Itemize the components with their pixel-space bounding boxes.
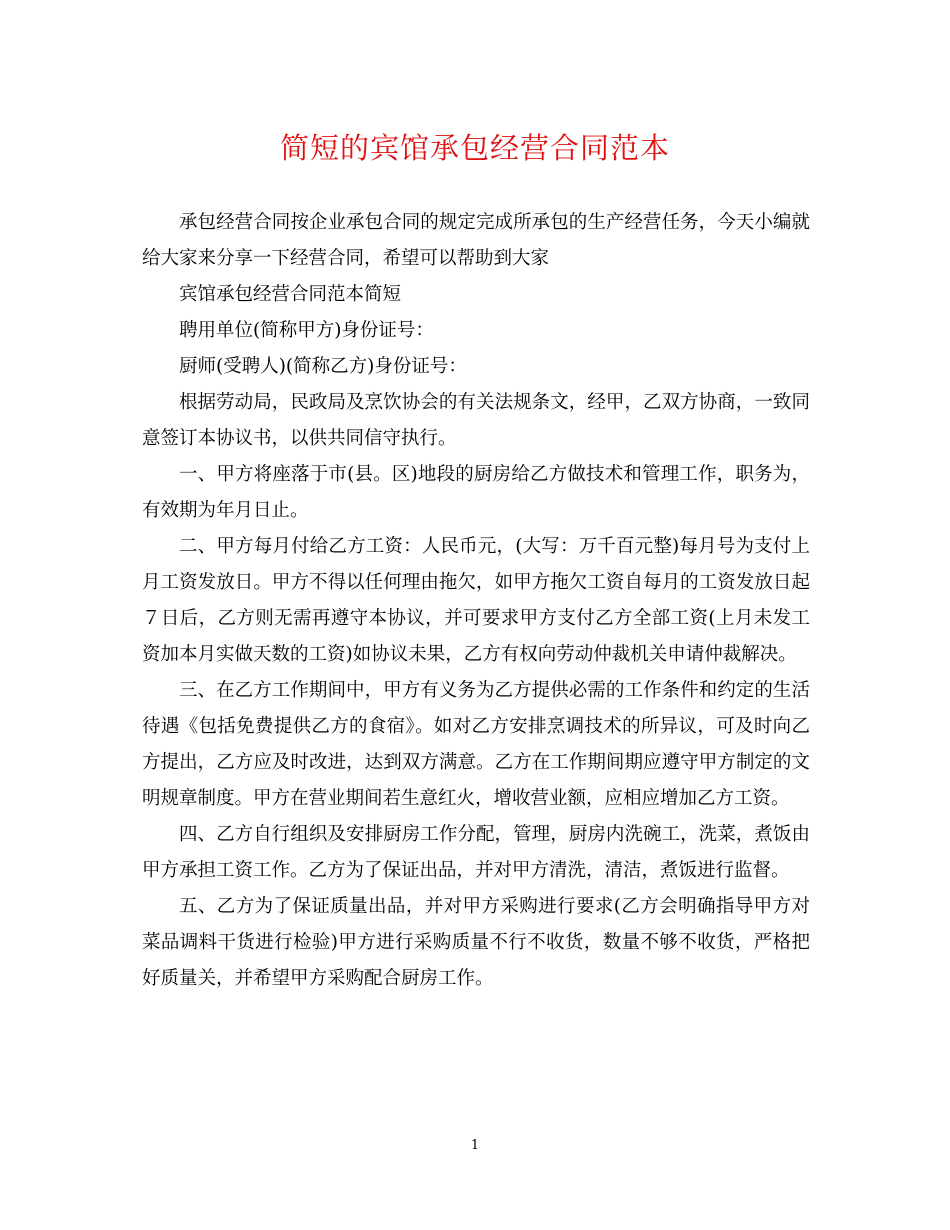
- paragraph-clause-5: 五、乙方为了保证质量出品，并对甲方采购进行要求(乙方会明确指导甲方对菜品调料干货进行检验)甲方进行采购质量不行不收货，数量不够不收货，严格把好质量关，并希望甲方采购配合厨房工作。: [142, 896, 810, 989]
- paragraph-clause-4: 四、乙方自行组织及安排厨房工作分配，管理，厨房内洗碗工，洗菜，煮饭由甲方承担工资工作。乙方为了保证出品，并对甲方清洗，清洁，煮饭进行监督。: [142, 824, 810, 881]
- paragraph-preamble: 根据劳动局，民政局及烹饮协会的有关法规条文，经甲，乙双方协商，一致同意签订本协议书，以供共同信守执行。: [142, 392, 810, 449]
- page-number: 1: [470, 1138, 480, 1153]
- document-body: [142, 205, 810, 997]
- paragraph-chef-id: 厨师(受聘人)(简称乙方)身份证号：: [179, 356, 467, 377]
- paragraph-employer-id: 聘用单位(简称甲方)身份证号：: [179, 320, 434, 341]
- paragraph-clause-2: 二、甲方每月付给乙方工资：人民币元，(大写：万千百元整)每月号为支付上月工资发放日。甲方不得以任何理由拖欠，如甲方拖欠工资自每月的工资发放日起７日后，乙方则无需再遵守本协议，并可要求甲方支付乙方全部工资(上月未发工资加本月实做天数的工资)如协议未果，乙方有权向劳动仲裁机关申请仲裁解决。: [142, 536, 810, 665]
- paragraph-clause-1: 一、甲方将座落于市(县。区)地段的厨房给乙方做技术和管理工作，职务为，有效期为年月日止。: [142, 464, 810, 521]
- paragraph-subtitle: 宾馆承包经营合同范本简短: [179, 284, 402, 305]
- paragraph-clause-3: 三、在乙方工作期间中，甲方有义务为乙方提供必需的工作条件和约定的生活待遇《包括免费提供乙方的食宿》。如对乙方安排烹调技术的所异议，可及时向乙方提出，乙方应及时改进，达到双方满意。乙方在工作期间期应遵守甲方制定的文明规章制度。甲方在营业期间若生意红火，增收营业额，应相应增加乙方工资。: [142, 680, 810, 809]
- paragraph-intro: 承包经营合同按企业承包合同的规定完成所承包的生产经营任务，今天小编就给大家来分享一下经营合同，希望可以帮助到大家: [142, 212, 810, 269]
- document-title: 简短的宾馆承包经营合同范本: [279, 131, 670, 165]
